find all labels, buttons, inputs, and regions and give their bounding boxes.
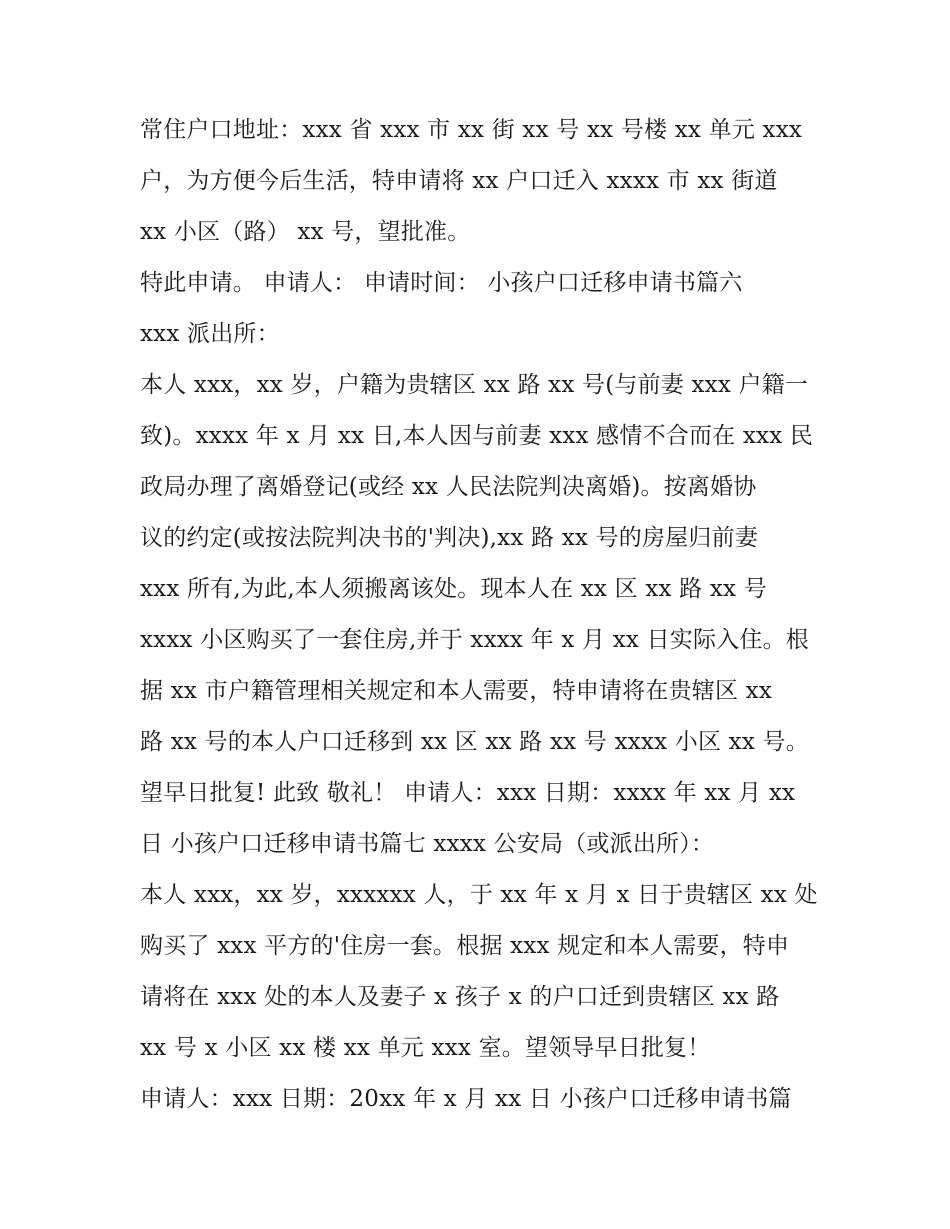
text-line: 本人 xxx，xx 岁，户籍为贵辖区 xx 路 xx 号(与前妻 xxx 户籍一: [140, 372, 809, 398]
text-line: 议的约定(或按法院判决书的'判决),xx 路 xx 号的房屋归前妻: [140, 525, 758, 551]
text-line: 据 xx 市户籍管理相关规定和本人需要，特申请将在贵辖区 xx: [140, 678, 773, 704]
text-line: 申请人：xxx 日期：20xx 年 x 月 xx 日 小孩户口迁移申请书篇: [140, 1086, 792, 1112]
text-line: xxx 所有,为此,本人须搬离该处。现本人在 xx 区 xx 路 xx 号: [140, 576, 767, 602]
text-line: 望早日批复! 此致 敬礼！ 申请人：xxx 日期：xxxx 年 xx 月 xx: [140, 780, 796, 806]
document-body: [140, 105, 830, 1125]
text-line: 路 xx 号的本人户口迁移到 xx 区 xx 路 xx 号 xxxx 小区 xx 号。: [140, 729, 809, 755]
text-line: xx 小区（路） xx 号，望批准。: [140, 219, 471, 245]
text-line: xx 号 x 小区 xx 楼 xx 单元 xxx 室。望领导早日批复！: [140, 1035, 711, 1061]
text-line: 本人 xxx，xx 岁，xxxxxx 人，于 xx 年 x 月 x 日于贵辖区 xx 处: [140, 882, 818, 908]
text-line: 常住户口地址：xxx 省 xxx 市 xx 街 xx 号 xx 号楼 xx 单元 xxx: [140, 117, 803, 143]
text-line: 政局办理了离婚登记(或经 xx 人民法院判决离婚)。按离婚协: [140, 474, 757, 500]
text-line: xxxx 小区购买了一套住房,并于 xxxx 年 x 月 xx 日实际入住。根: [140, 627, 809, 653]
text-line: 致)。xxxx 年 x 月 xx 日,本人因与前妻 xxx 感情不合而在 xxx 民: [140, 423, 814, 449]
text-line: 户，为方便今后生活，特申请将 xx 户口迁入 xxxx 市 xx 街道: [140, 168, 778, 194]
text-line: xxx 派出所：: [140, 321, 280, 347]
text-line: 日 小孩户口迁移申请书篇七 xxxx 公安局（或派出所）：: [140, 831, 715, 857]
text-line: 请将在 xxx 处的本人及妻子 x 孩子 x 的户口迁到贵辖区 xx 路: [140, 984, 780, 1010]
text-line: 购买了 xxx 平方的'住房一套。根据 xxx 规定和本人需要，特申: [140, 933, 790, 959]
text-line: 特此申请。 申请人： 申请时间： 小孩户口迁移申请书篇六: [140, 270, 743, 296]
